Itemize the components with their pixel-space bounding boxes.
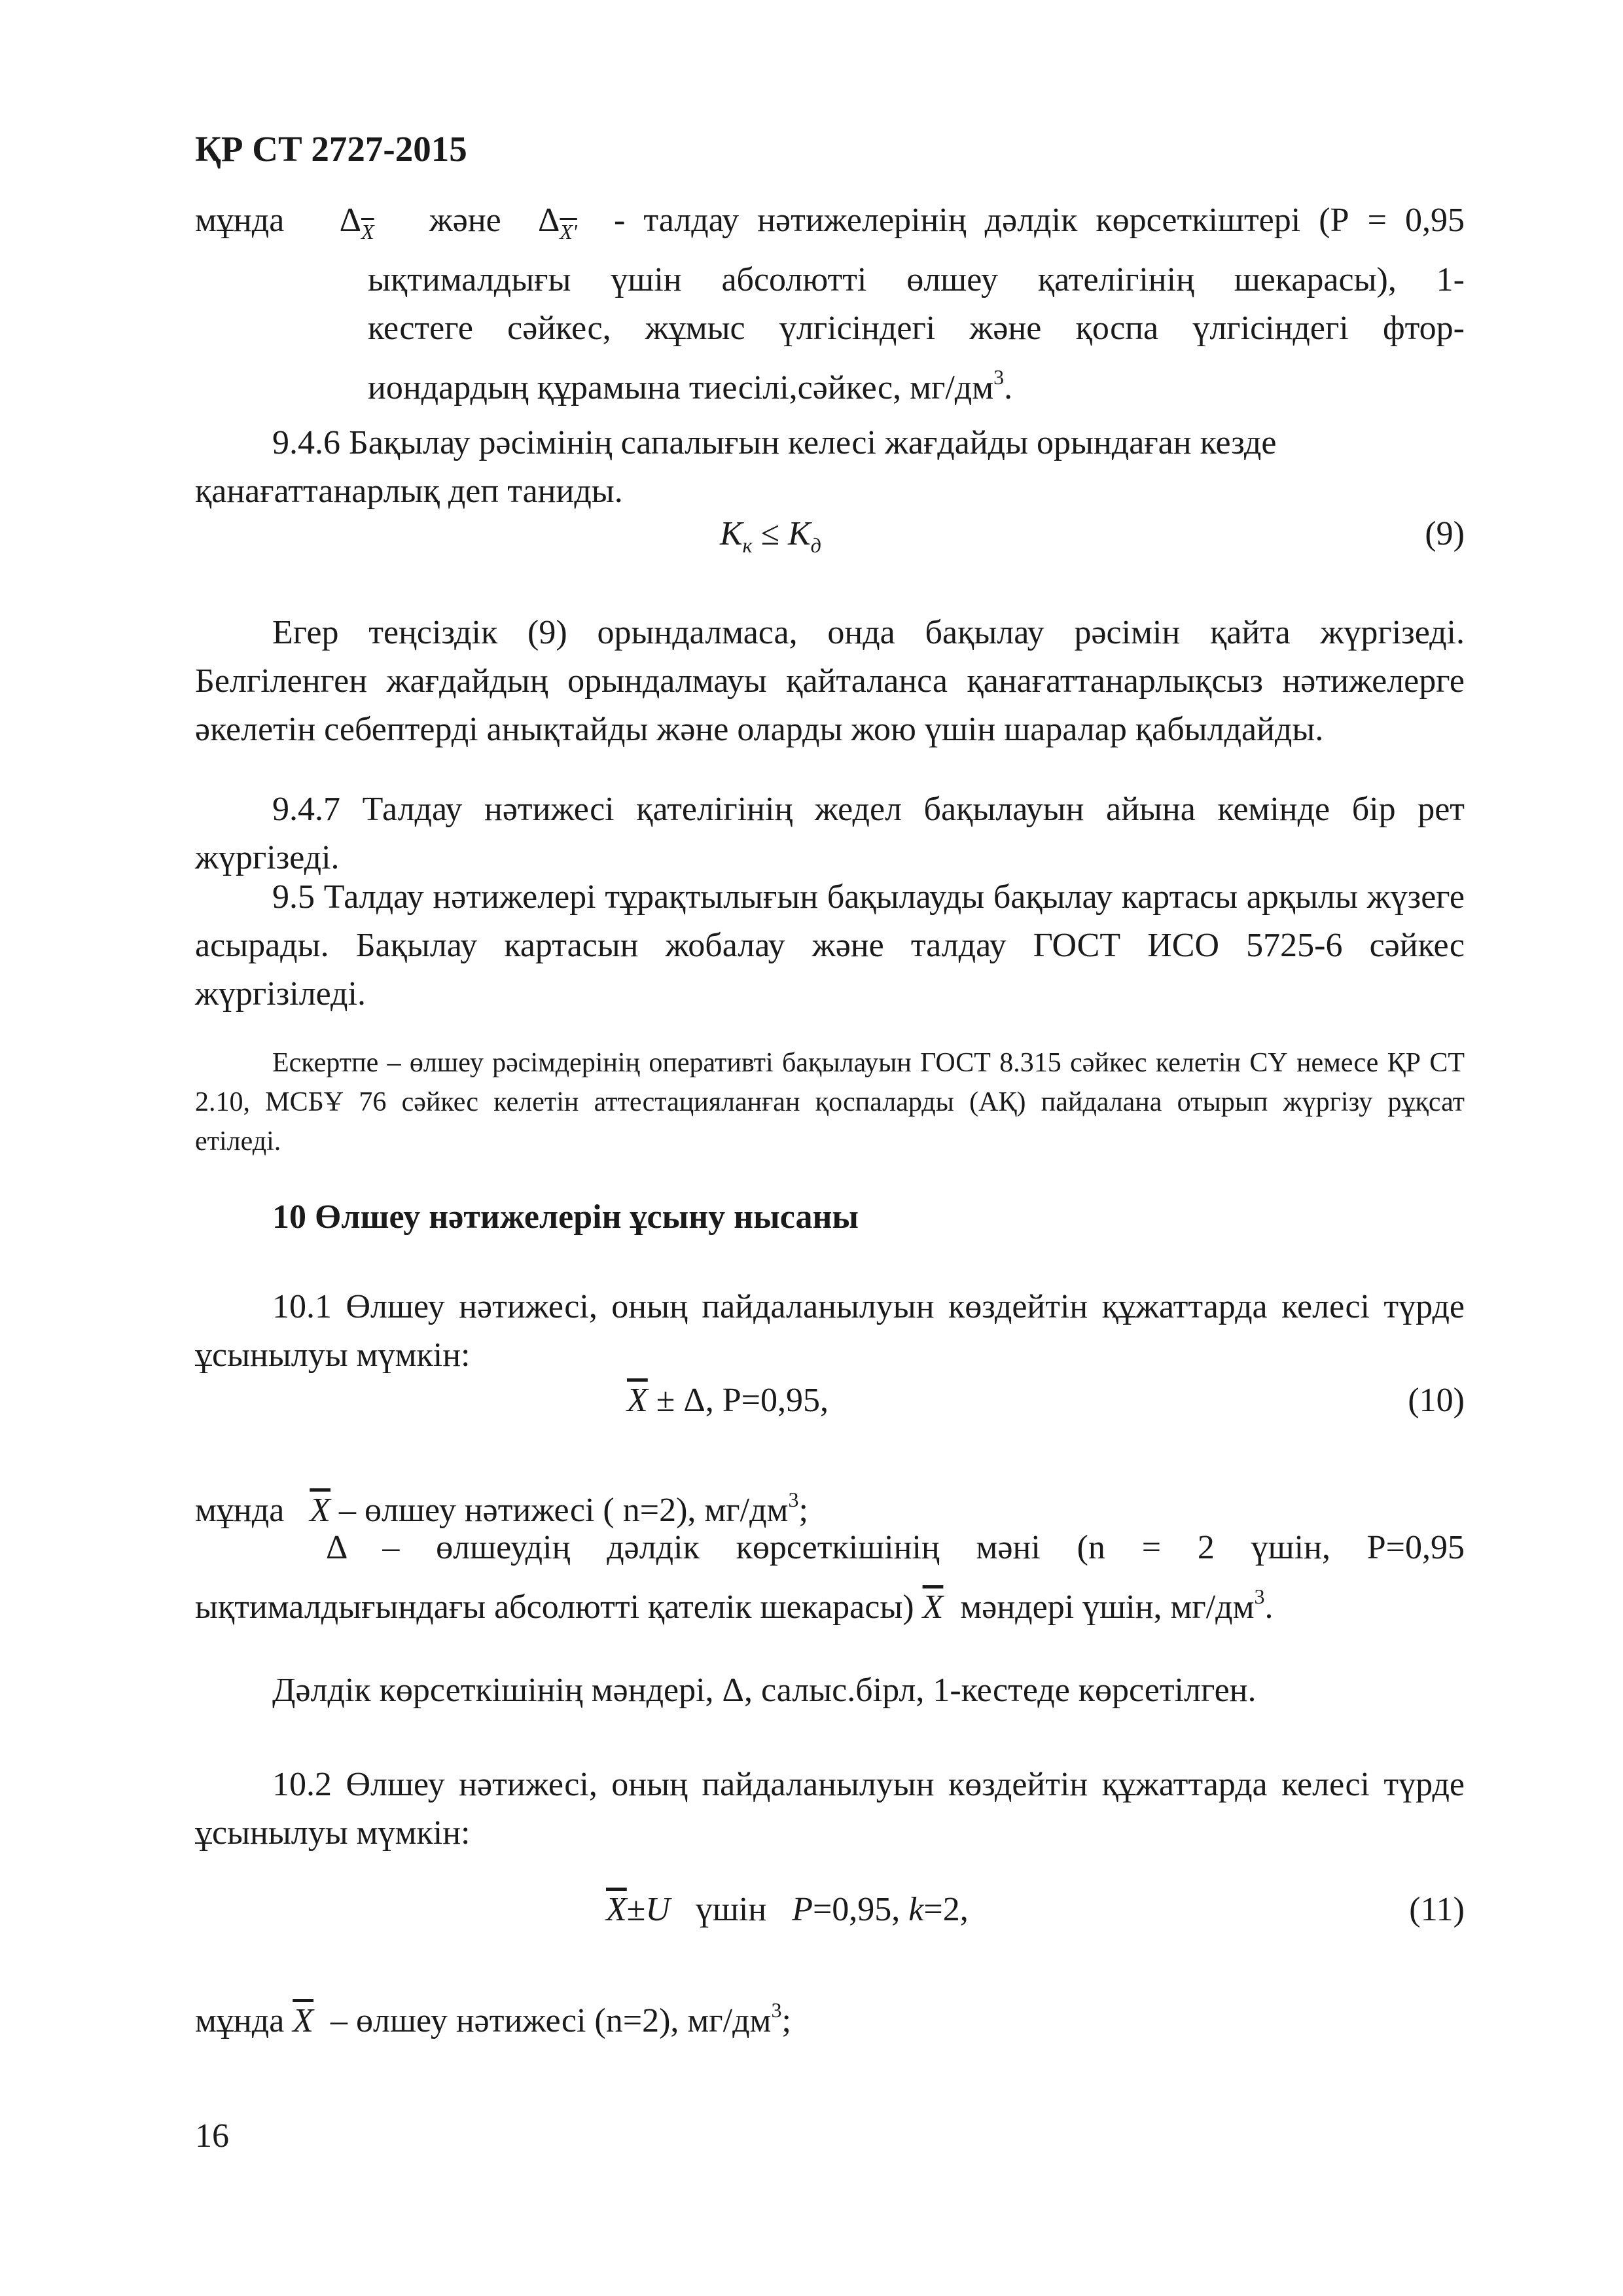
standard-header: ҚР СТ 2727-2015 — [195, 129, 467, 169]
delta-x-prime-symbol: $\Delta_{X'}$ — [537, 202, 577, 243]
paragraph-eger: Егер теңсіздік (9) орындалмаса, онда бақылау рәсімін қайта жүргізеді. Белгіленген жағдайдың орындалмауы қайталанса қанағаттанарлықсыз нәтижелерге әкелетін себептерді анықтайды және оларды жою үшін шаралар қабылдайды. — [195, 614, 1465, 748]
page-number: 16 — [195, 2117, 229, 2155]
formula-10-number: (10) — [1408, 1382, 1465, 1419]
paragraph-10-2: 10.2 Өлшеу нәтижесі, оның пайдаланылуын көздейтін құжаттарда келесі түрде ұсынылуы мүмкін: — [195, 1766, 1465, 1852]
note-paragraph: Ескертпе – өлшеу рәсімдерінің оперативті бақылауын ГОСТ 8.315 сәйкес келетін СҮ немесе ҚР СТ 2.10, МСБҰ 76 сәйкес келетін аттестацияланған қоспаларды (АҚ) пайдалана отырып жүргізу рұқсат етіледі. — [195, 1048, 1465, 1157]
delta-x-symbol: $\Delta_{\overline{X}}$ — [339, 202, 374, 243]
paragraph-9-4-6: 9.4.6 Бақылау рәсімінің сапалығын келесі жағдайды орындаған кезде қанағаттанарлық деп таниды. — [195, 424, 1277, 510]
where-line-1: мұнда $\Delta_{\overline{X}}$ және $\Delta_{X'}$ - талдау нәтижелерінің дәлдік көрсеткіштері (Р = 0,95 — [195, 202, 1465, 243]
formula-11-number: (11) — [1409, 1891, 1465, 1928]
paragraph-9-5: 9.5 Талдау нәтижелері тұрақтылығын бақылауды бақылау картасы арқылы жүзеге асырады. Бақылау картасын жобалау және талдау ГОСТ ИСО 5725-6 сәйкес жүргізіледі. — [195, 878, 1465, 1013]
where-11-line: мұнда $\overline{X}$ – өлшеу нәтижесі (n=2), $мг/дм^3$; — [195, 1998, 791, 2039]
where-10-line-3: ықтималдығындағы абсолютті қателік шекарасы) $\overline{X}$ мәндері үшін, $мг/дм^3$. — [195, 1585, 1274, 1626]
where-line-3: кестеге сәйкес, жұмыс үлгісіндегі және қоспа үлгісіндегі фтор- — [368, 310, 1465, 347]
where-line-2: ықтималдығы үшін абсолютті өлшеу қателігінің шекарасы), 1- — [368, 261, 1465, 298]
paragraph-values: Дәлдік көрсеткішінің мәндері, Δ, салыс.бірл, 1-кестеде көрсетілген. — [272, 1672, 1257, 1709]
where-10-line-2: Δ – өлшеудің дәлдік көрсеткішінің мәні (n = 2 үшін, Р=0,95 — [326, 1529, 1465, 1566]
formula-9: $К_к \le К_д$ — [720, 515, 821, 557]
paragraph-9-4-7: 9.4.7 Талдау нәтижесі қателігінің жедел бақылауын айына кемінде бір рет жүргізеді. — [195, 791, 1465, 876]
paragraph-10-1: 10.1 Өлшеу нәтижесі, оның пайдаланылуын көздейтін құжаттарда келесі түрде ұсынылуы мүмкін: — [195, 1288, 1465, 1374]
where-line-4: иондардың құрамына тиесілі,сәйкес, $мг/дм^3$. — [368, 365, 1013, 406]
section-10-heading: 10 Өлшеу нәтижелерін ұсыну нысаны — [272, 1198, 859, 1236]
formula-10: $\overline{X} \pm \Delta$, Р=0,95, — [627, 1382, 829, 1419]
formula-9-number: (9) — [1425, 515, 1465, 552]
where-block — [195, 196, 1465, 412]
formula-11: $\overline{X}\pm U$ үшін P=0,95, k=2, — [606, 1891, 969, 1928]
where-10-line-1: мұнда $\overline{X}$ – өлшеу нәтижесі ( n=2), $мг/дм^3$; — [195, 1488, 808, 1529]
